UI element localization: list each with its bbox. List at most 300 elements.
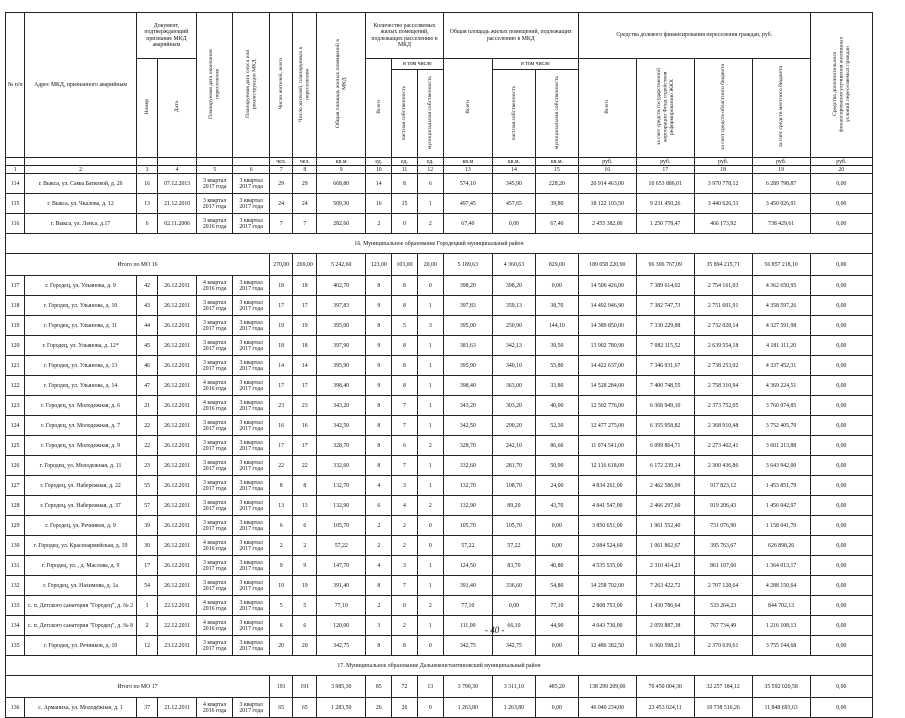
hdr-plan-demolition: Планируемая дата сноса или реконструкции МКД xyxy=(233,13,269,158)
table-cell: 0,00 xyxy=(535,516,578,536)
table-cell: 18 122 103,50 xyxy=(578,194,636,214)
total-cell: 13 xyxy=(417,676,443,698)
table-cell: 16 xyxy=(136,174,157,194)
table-cell: 86,60 xyxy=(535,436,578,456)
total-cell: 5 242,60 xyxy=(317,254,366,276)
table-cell: 3 квартал 2017 года xyxy=(196,556,232,576)
table-cell: 22 xyxy=(136,436,157,456)
table-cell: 38,70 xyxy=(535,296,578,316)
table-cell: 3 752 405,70 xyxy=(752,416,810,436)
hdr-count-private: частная собственность xyxy=(392,70,418,158)
table-cell: 14 xyxy=(293,356,317,376)
table-cell: 14 258 702,00 xyxy=(578,576,636,596)
table-cell: 11 974 541,00 xyxy=(578,436,636,456)
table-cell: 4 841 547,00 xyxy=(578,496,636,516)
table-cell: 1 xyxy=(417,556,443,576)
table-cell: 2 xyxy=(269,536,293,556)
table-cell: 132,70 xyxy=(443,476,492,496)
total-row xyxy=(6,254,873,276)
table-cell: 26 xyxy=(392,698,418,718)
table-cell: 0,00 xyxy=(535,276,578,296)
table-cell: 3 квартал 2017 года xyxy=(233,556,269,576)
table-cell: 6 289 798,87 xyxy=(752,174,810,194)
table-cell: 4 квартал 2016 года xyxy=(196,396,232,416)
table-cell: 26.12.2011 xyxy=(158,476,197,496)
table-cell: 2 xyxy=(366,536,392,556)
table-cell: 290,20 xyxy=(493,416,536,436)
table-cell: 398,20 xyxy=(443,276,492,296)
total-cell: 103,00 xyxy=(392,254,418,276)
hdr-count-all: Всего xyxy=(366,59,392,158)
table-cell: 37 xyxy=(136,698,157,718)
table-cell: 2 084 524,60 xyxy=(578,536,636,556)
table-cell: 3 квартал 2017 года xyxy=(196,476,232,496)
table-cell: 52,30 xyxy=(535,416,578,436)
hdr-extra-financing: Средства дополнительного финансирования улучшения жилищных условий переселяемых граждан xyxy=(810,13,872,158)
unit-cell: кв.м xyxy=(443,158,492,166)
table-cell: 2 xyxy=(392,616,418,636)
table-cell: 4 043 730,00 xyxy=(578,616,636,636)
table-cell: 0 xyxy=(417,636,443,656)
table-cell: 7 263 422,72 xyxy=(636,576,694,596)
table-cell: 3 xyxy=(366,616,392,636)
table-cell: 8 xyxy=(392,336,418,356)
table-cell: 22.12.2011 xyxy=(158,616,197,636)
table-cell: 0,00 xyxy=(810,456,872,476)
table-cell: 124 xyxy=(6,416,25,436)
table-cell: 3 квартал 2017 года xyxy=(196,496,232,516)
table-cell: 3 643 942,00 xyxy=(752,456,810,476)
table-cell: 45 xyxy=(136,336,157,356)
table-cell: 18 xyxy=(269,336,293,356)
table-cell: 0,00 xyxy=(810,556,872,576)
table-cell: 1 xyxy=(417,616,443,636)
column-number-cell: 14 xyxy=(493,166,536,174)
column-number-cell: 15 xyxy=(535,166,578,174)
total-label: Итого по МО 17 xyxy=(6,676,270,698)
table-cell: 0,00 xyxy=(810,214,872,234)
total-cell: 123,00 xyxy=(366,254,392,276)
table-cell: 12 502 776,00 xyxy=(578,396,636,416)
table-cell: 21.12.2011 xyxy=(158,698,197,718)
total-cell: 56 857 218,10 xyxy=(752,254,810,276)
table-cell: 1 456 042,97 xyxy=(752,496,810,516)
table-cell: 4 288 150,64 xyxy=(752,576,810,596)
table-cell: 10 653 886,01 xyxy=(636,174,694,194)
table-cell: 23 xyxy=(269,396,293,416)
table-cell: 2 639 554,18 xyxy=(694,336,752,356)
table-cell: 3 квартал 2017 года xyxy=(233,576,269,596)
table-cell: 402,70 xyxy=(317,276,366,296)
table-cell: 17 xyxy=(269,376,293,396)
address-cell: г. Городец, ул. Ульянова, д. 13 xyxy=(25,356,137,376)
table-cell: 228,20 xyxy=(535,174,578,194)
table-cell: 6 xyxy=(417,174,443,194)
hdr-residents: Число жителей, всего xyxy=(269,13,293,158)
table-cell: 7 382 747,73 xyxy=(636,296,694,316)
table-cell: 3 квартал 2017 года xyxy=(233,596,269,616)
table-cell: 111,00 xyxy=(443,616,492,636)
hdr-financing: Средства долевого финансирования переселения граждан, руб. xyxy=(578,13,810,59)
table-cell: 66,10 xyxy=(493,616,536,636)
table-cell: 39 xyxy=(136,516,157,536)
table-cell: 0 xyxy=(417,276,443,296)
table-row xyxy=(6,336,873,356)
unit-cell: кв.м xyxy=(317,158,366,166)
table-cell: 282,60 xyxy=(317,214,366,234)
column-number-cell: 8 xyxy=(293,166,317,174)
table-cell: 3 квартал 2017 года xyxy=(196,296,232,316)
table-cell: 3 квартал 2017 года xyxy=(196,316,232,336)
table-cell: 0,00 xyxy=(810,336,872,356)
table-cell: 16 xyxy=(366,194,392,214)
unit-cell: руб. xyxy=(810,158,872,166)
table-cell: 8 xyxy=(366,276,392,296)
table-cell: 33,80 xyxy=(535,376,578,396)
column-number-cell: 9 xyxy=(317,166,366,174)
address-cell: с. п. Детского санатория "Городец", д. № 8 xyxy=(25,616,137,636)
table-cell: 3 601 213,88 xyxy=(752,436,810,456)
table-cell: 342,75 xyxy=(493,636,536,656)
column-number-cell: 10 xyxy=(366,166,392,174)
table-cell: 4 квартал 2016 года xyxy=(196,616,232,636)
table-cell: 02.11.2006 xyxy=(158,214,197,234)
table-cell: 1 283,50 xyxy=(317,698,366,718)
table-row xyxy=(6,436,873,456)
table-cell: 397,83 xyxy=(443,296,492,316)
table-cell: 395,00 xyxy=(317,316,366,336)
table-cell: 1 216 108,13 xyxy=(752,616,810,636)
table-cell: 3 квартал 2017 года xyxy=(233,698,269,718)
table-cell: 10 738 516,26 xyxy=(694,698,752,718)
address-cell: г. Городец, ул. Молодежная, д. 11 xyxy=(25,456,137,476)
table-cell: 40,80 xyxy=(535,556,578,576)
table-cell: 23 xyxy=(136,456,157,476)
table-cell: 1 263,80 xyxy=(443,698,492,718)
table-cell: 19 xyxy=(293,316,317,336)
table-cell: 23 xyxy=(293,396,317,416)
table-cell: 8 xyxy=(392,356,418,376)
table-cell: 128 xyxy=(6,496,25,516)
table-cell: 0,00 xyxy=(810,416,872,436)
table-row xyxy=(6,698,873,718)
total-cell: 0,00 xyxy=(810,676,872,698)
table-cell: 16 xyxy=(293,416,317,436)
table-cell: 2 xyxy=(392,516,418,536)
table-cell: 2 xyxy=(366,214,392,234)
table-cell: 1 xyxy=(417,336,443,356)
units-row xyxy=(6,158,873,166)
table-cell: 13 xyxy=(136,194,157,214)
unit-cell: руб. xyxy=(636,158,694,166)
total-cell: 269,00 xyxy=(293,254,317,276)
table-cell: 8 xyxy=(366,396,392,416)
table-cell: 26.12.2011 xyxy=(158,356,197,376)
table-cell: 395 763,67 xyxy=(694,536,752,556)
table-cell: 4 369 224,51 xyxy=(752,376,810,396)
column-number-cell: 6 xyxy=(233,166,269,174)
table-cell: 46 040 234,00 xyxy=(578,698,636,718)
table-cell: 7 xyxy=(392,456,418,476)
table-row xyxy=(6,496,873,516)
table-cell: 2 310 414,23 xyxy=(636,556,694,576)
unit-cell: чел. xyxy=(293,158,317,166)
table-cell: 26 xyxy=(366,698,392,718)
hdr-area-municipal: муниципальная собственность xyxy=(535,70,578,158)
table-cell: 336,60 xyxy=(493,576,536,596)
table-cell: 1 453 851,79 xyxy=(752,476,810,496)
table-cell: 118 xyxy=(6,296,25,316)
table-cell: 17 xyxy=(269,436,293,456)
table-cell: 0 xyxy=(417,698,443,718)
table-cell: 3 xyxy=(392,556,418,576)
table-cell: 3 квартал 2017 года xyxy=(233,476,269,496)
table-cell: 3 квартал 2017 года xyxy=(196,356,232,376)
table-cell: 9 xyxy=(293,556,317,576)
table-row xyxy=(6,396,873,416)
table-row xyxy=(6,596,873,616)
table-cell: 2 370 639,61 xyxy=(694,636,752,656)
column-number-cell: 19 xyxy=(752,166,810,174)
table-cell: 574,10 xyxy=(443,174,492,194)
table-cell: 395,00 xyxy=(443,316,492,336)
unit-cell xyxy=(158,158,197,166)
total-cell: 485,20 xyxy=(535,676,578,698)
table-cell: 17 xyxy=(293,376,317,396)
unit-cell xyxy=(196,158,232,166)
table-cell: 3 квартал 2017 года xyxy=(233,214,269,234)
table-cell: 2 462 586,09 xyxy=(636,476,694,496)
address-cell: г. Городец, ул. , д. Маслова, д. 9 xyxy=(25,556,137,576)
table-cell: 0,00 xyxy=(810,376,872,396)
table-cell: 116 xyxy=(6,214,25,234)
table-cell: 3 квартал 2017 года xyxy=(233,316,269,336)
table-cell: 120,00 xyxy=(317,616,366,636)
table-cell: 3 квартал 2017 года xyxy=(196,416,232,436)
table-row xyxy=(6,416,873,436)
table-row xyxy=(6,616,873,636)
table-cell: 6 368 949,10 xyxy=(636,396,694,416)
table-cell: 1 430 786,64 xyxy=(636,596,694,616)
total-cell: 191 xyxy=(269,676,293,698)
table-cell: 144,10 xyxy=(535,316,578,336)
table-cell: 65 xyxy=(269,698,293,718)
hdr-area-total: Общая площадь жилых помещений в МКД xyxy=(317,13,366,158)
table-cell: 105,70 xyxy=(443,516,492,536)
unit-cell xyxy=(136,158,157,166)
table-cell: 131 xyxy=(6,556,25,576)
table-row xyxy=(6,214,873,234)
column-number-cell: 2 xyxy=(25,166,137,174)
table-cell: 3 760 074,85 xyxy=(752,396,810,416)
table-cell: 77,10 xyxy=(535,596,578,616)
table-cell: 6 xyxy=(366,496,392,516)
table-cell: 18 xyxy=(293,336,317,356)
address-cell: г. Городец, ул. Речников, д. 9 xyxy=(25,516,137,536)
total-cell: 85 xyxy=(366,676,392,698)
table-cell: 136 xyxy=(6,698,25,718)
table-cell: 342,75 xyxy=(443,636,492,656)
table-cell: 1 xyxy=(417,194,443,214)
table-cell: 2 808 753,00 xyxy=(578,596,636,616)
table-row xyxy=(6,174,873,194)
table-cell: 124,50 xyxy=(443,556,492,576)
table-cell: 844 702,13 xyxy=(752,596,810,616)
total-label: Итого по МО 16 xyxy=(6,254,270,276)
table-cell: 14 506 426,00 xyxy=(578,276,636,296)
table-cell: 14 492 946,90 xyxy=(578,296,636,316)
hdr-doc-number: Номер xyxy=(136,59,157,158)
table-row xyxy=(6,536,873,556)
table-cell: 39,50 xyxy=(535,336,578,356)
table-cell: 5 xyxy=(392,316,418,336)
table-cell: 135 xyxy=(6,636,25,656)
table-cell: 2 455 382,00 xyxy=(578,214,636,234)
address-cell: г. Выкса, ул. Ленса, д.17 xyxy=(25,214,137,234)
section-title: 17. Муниципальное образование Дальнеконстантиновский муниципальный район xyxy=(6,656,873,676)
table-cell: 83,70 xyxy=(493,556,536,576)
table-cell: 9 xyxy=(366,376,392,396)
total-cell: 3 985,30 xyxy=(317,676,366,698)
table-cell: 2 xyxy=(417,496,443,516)
table-cell: 11 848 693,63 xyxy=(752,698,810,718)
table-row xyxy=(6,356,873,376)
unit-cell: кв.м. xyxy=(535,158,578,166)
table-cell: 1 xyxy=(417,296,443,316)
table-cell: 17 xyxy=(293,296,317,316)
table-cell: 17 xyxy=(136,556,157,576)
address-cell: с. п. Детского санатория "Городец", д. № 2 xyxy=(25,596,137,616)
table-cell: 3 квартал 2017 года xyxy=(233,516,269,536)
table-cell: 3 квартал 2017 года xyxy=(196,636,232,656)
table-cell: 14 xyxy=(366,174,392,194)
table-cell: 26.12.2011 xyxy=(158,436,197,456)
table-cell: 1 xyxy=(417,376,443,396)
hdr-fin-region: за счет средств областного бюджета xyxy=(694,59,752,158)
table-cell: 20 xyxy=(293,636,317,656)
table-cell: 3 970 778,12 xyxy=(694,174,752,194)
table-cell: 19 xyxy=(269,576,293,596)
total-cell: 270,00 xyxy=(269,254,293,276)
table-cell: 130 xyxy=(6,536,25,556)
table-cell: 14 528 284,00 xyxy=(578,376,636,396)
table-cell: 0,00 xyxy=(535,536,578,556)
table-cell: 30 xyxy=(136,536,157,556)
unit-cell: руб. xyxy=(578,158,636,166)
table-cell: 8 xyxy=(392,296,418,316)
hdr-residents-planned: Число жителей, планируемых к переселению xyxy=(293,13,317,158)
table-cell: 132,90 xyxy=(443,496,492,516)
table-cell: 3 квартал 2017 года xyxy=(233,496,269,516)
table-cell: 57 xyxy=(136,496,157,516)
table-cell: 44,90 xyxy=(535,616,578,636)
table-cell: 3 450 026,91 xyxy=(752,194,810,214)
table-cell: 342,50 xyxy=(443,416,492,436)
table-row xyxy=(6,316,873,336)
address-cell: г. Городец, ул. Ульянова, д. 12* xyxy=(25,336,137,356)
table-cell: 1 xyxy=(417,476,443,496)
table-cell: 7 xyxy=(392,416,418,436)
table-cell: 1 xyxy=(417,356,443,376)
table-cell: 343,20 xyxy=(443,396,492,416)
table-cell: 0,00 xyxy=(810,636,872,656)
table-cell: 0,00 xyxy=(810,174,872,194)
table-cell: 3 квартал 2017 года xyxy=(233,436,269,456)
table-cell: 12 477 275,00 xyxy=(578,416,636,436)
table-cell: 57,22 xyxy=(443,536,492,556)
table-cell: 14 422 637,00 xyxy=(578,356,636,376)
table-cell: 1 xyxy=(136,596,157,616)
table-cell: 54,80 xyxy=(535,576,578,596)
table-cell: 0,00 xyxy=(810,316,872,336)
address-cell: г. Городец, ул. Ульянова, д. 14 xyxy=(25,376,137,396)
table-cell: 391,40 xyxy=(443,576,492,596)
table-cell: 6 172 239,14 xyxy=(636,456,694,476)
table-cell: 2 xyxy=(417,214,443,234)
table-row xyxy=(6,476,873,496)
table-cell: 29 xyxy=(293,174,317,194)
unit-cell: руб. xyxy=(694,158,752,166)
total-cell: 138 299 209,00 xyxy=(578,676,636,698)
table-cell: 2 373 752,05 xyxy=(694,396,752,416)
table-cell: 24 xyxy=(293,194,317,214)
total-cell: 20,00 xyxy=(417,254,443,276)
table-cell: 328,70 xyxy=(443,436,492,456)
column-number-cell: 11 xyxy=(392,166,418,174)
table-cell: 3 квартал 2017 года xyxy=(233,636,269,656)
table-row xyxy=(6,576,873,596)
table-cell: 29 xyxy=(269,174,293,194)
total-cell: 0,00 xyxy=(810,254,872,276)
table-cell: 26.12.2011 xyxy=(158,396,197,416)
section-row xyxy=(6,234,873,254)
table-cell: 55 xyxy=(136,476,157,496)
address-cell: г. Городец, ул. Молодежная, д. 9 xyxy=(25,436,137,456)
table-cell: 7 346 931,67 xyxy=(636,356,694,376)
table-cell: 8 xyxy=(366,436,392,456)
table-cell: 5 xyxy=(293,596,317,616)
table-cell: 2 059 887,38 xyxy=(636,616,694,636)
table-cell: 342,50 xyxy=(317,416,366,436)
hdr-address: Адрес МКД, признанного аварийным xyxy=(25,13,137,158)
table-cell: 3 квартал 2017 года xyxy=(196,456,232,476)
table-cell: 77,10 xyxy=(443,596,492,616)
total-cell: 70 450 004,30 xyxy=(636,676,694,698)
table-cell: 0,00 xyxy=(810,616,872,636)
address-cell: г. Городец, ул. Молодежная, д. 7 xyxy=(25,416,137,436)
table-cell: 2 xyxy=(417,436,443,456)
table-cell: 132,70 xyxy=(317,476,366,496)
table-cell: 0 xyxy=(392,214,418,234)
unit-cell: ед. xyxy=(417,158,443,166)
table-cell: 8 xyxy=(293,476,317,496)
table-cell: 22 xyxy=(136,416,157,436)
table-cell: 26.12.2011 xyxy=(158,296,197,316)
table-cell: 4 362 650,95 xyxy=(752,276,810,296)
table-cell: 1 061 862,67 xyxy=(636,536,694,556)
table-cell: 3 квартал 2017 года xyxy=(233,194,269,214)
total-row xyxy=(6,676,873,698)
table-cell: 8 xyxy=(392,276,418,296)
table-cell: 55,80 xyxy=(535,356,578,376)
table-cell: 26.12.2011 xyxy=(158,376,197,396)
table-cell: 8 xyxy=(392,636,418,656)
table-cell: 26.12.2011 xyxy=(158,516,197,536)
table-cell: 3 квартал 2017 года xyxy=(233,336,269,356)
table-cell: 54 xyxy=(136,576,157,596)
table-cell: 0 xyxy=(392,596,418,616)
table-cell: 22.12.2011 xyxy=(158,596,197,616)
